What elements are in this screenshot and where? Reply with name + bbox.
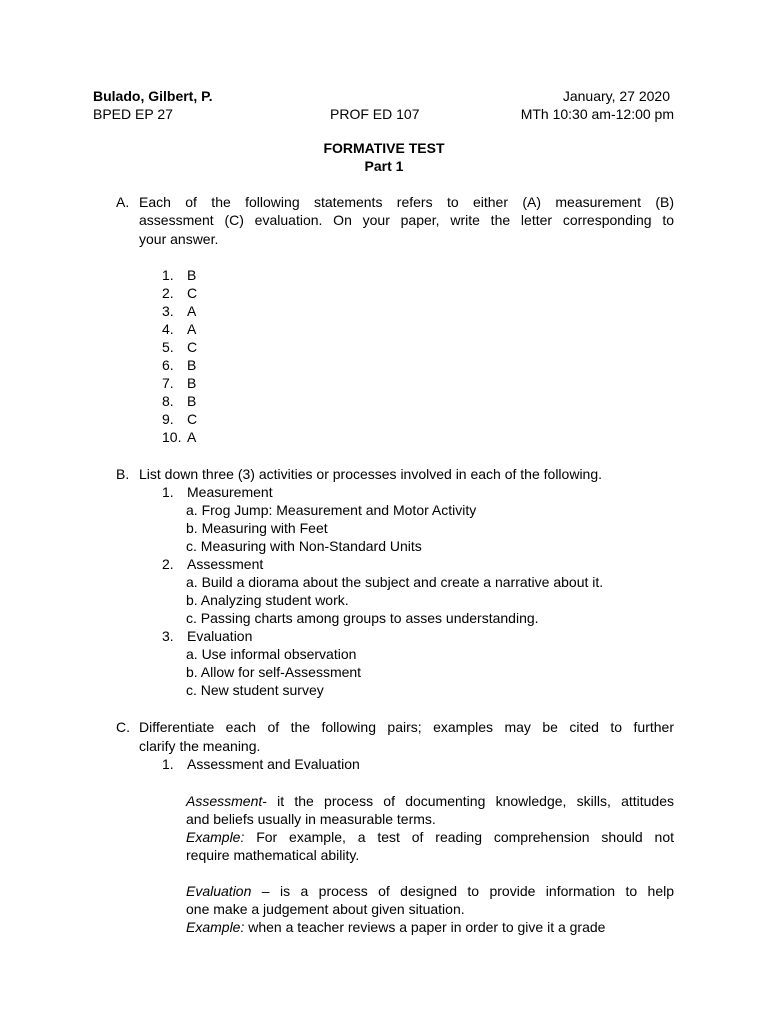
assessment-example-line2: require mathematical ability.: [186, 847, 360, 863]
section-c-letter: C.: [116, 719, 130, 735]
list-item: 6. B: [162, 357, 197, 373]
section-b-letter: B.: [116, 466, 130, 482]
course-code: PROF ED 107: [330, 106, 420, 122]
section-c-line2: clarify the meaning.: [139, 738, 261, 754]
list-item: c. Passing charts among groups to asses understanding.: [186, 610, 539, 626]
list-item: c. New student survey: [186, 682, 324, 698]
list-item: b. Allow for self-Assessment: [186, 664, 362, 680]
section-c-line1: Differentiate each of the following pairs; examples may be cited to further: [139, 719, 674, 735]
section-a-letter: A.: [116, 194, 130, 210]
section-a-line3: your answer.: [139, 231, 219, 247]
list-item: 2. C: [162, 285, 198, 301]
evaluation-example-line1: Example: when a teacher reviews a paper in order to give it a grade: [186, 919, 606, 935]
list-item: 10. A: [162, 429, 197, 445]
list-item: 3. A: [162, 303, 197, 319]
list-item: b. Measuring with Feet: [186, 520, 328, 536]
group-heading: 1. Measurement: [162, 484, 273, 500]
list-item: 9. C: [162, 411, 198, 427]
list-item: 4. A: [162, 321, 197, 337]
list-item: c. Measuring with Non-Standard Units: [186, 538, 422, 554]
document-subtitle: Part 1: [364, 158, 404, 174]
list-item: a. Frog Jump: Measurement and Motor Activity: [186, 502, 477, 518]
list-item: a. Build a diorama about the subject and create a narrative about it.: [186, 574, 604, 590]
assessment-definition-line1: Assessment- it the process of documenting knowledge, skills, attitudes: [186, 793, 674, 809]
list-item: 1. B: [162, 267, 197, 283]
evaluation-definition-line2: one make a judgement about given situation.: [186, 901, 465, 917]
section-a-line2: assessment (C) evaluation. On your paper, write the letter corresponding to: [139, 212, 674, 228]
student-name: Bulado, Gilbert, P.: [93, 88, 213, 104]
assessment-example-line1: Example: For example, a test of reading comprehension should not: [186, 829, 674, 845]
list-item: 7. B: [162, 375, 197, 391]
list-item: b. Analyzing student work.: [186, 592, 349, 608]
group-heading: 1. Assessment and Evaluation: [162, 756, 360, 772]
section-a-line1: Each of the following statements refers to either (A) measurement (B): [139, 194, 674, 210]
list-item: 8. B: [162, 393, 197, 409]
list-item: a. Use informal observation: [186, 646, 357, 662]
group-heading: 2. Assessment: [162, 556, 264, 572]
section-code: BPED EP 27: [93, 106, 173, 122]
document-title: FORMATIVE TEST: [323, 140, 445, 156]
section-b-prompt: List down three (3) activities or processes involved in each of the following.: [139, 466, 603, 482]
group-heading: 3. Evaluation: [162, 628, 253, 644]
evaluation-definition-line1: Evaluation – is a process of designed to provide information to help: [186, 883, 674, 899]
assessment-definition-line2: and beliefs usually in measurable terms.: [186, 811, 436, 827]
class-schedule: MTh 10:30 am-12:00 pm: [520, 106, 674, 122]
date: January, 27 2020: [562, 88, 670, 104]
list-item: 5. C: [162, 339, 198, 355]
